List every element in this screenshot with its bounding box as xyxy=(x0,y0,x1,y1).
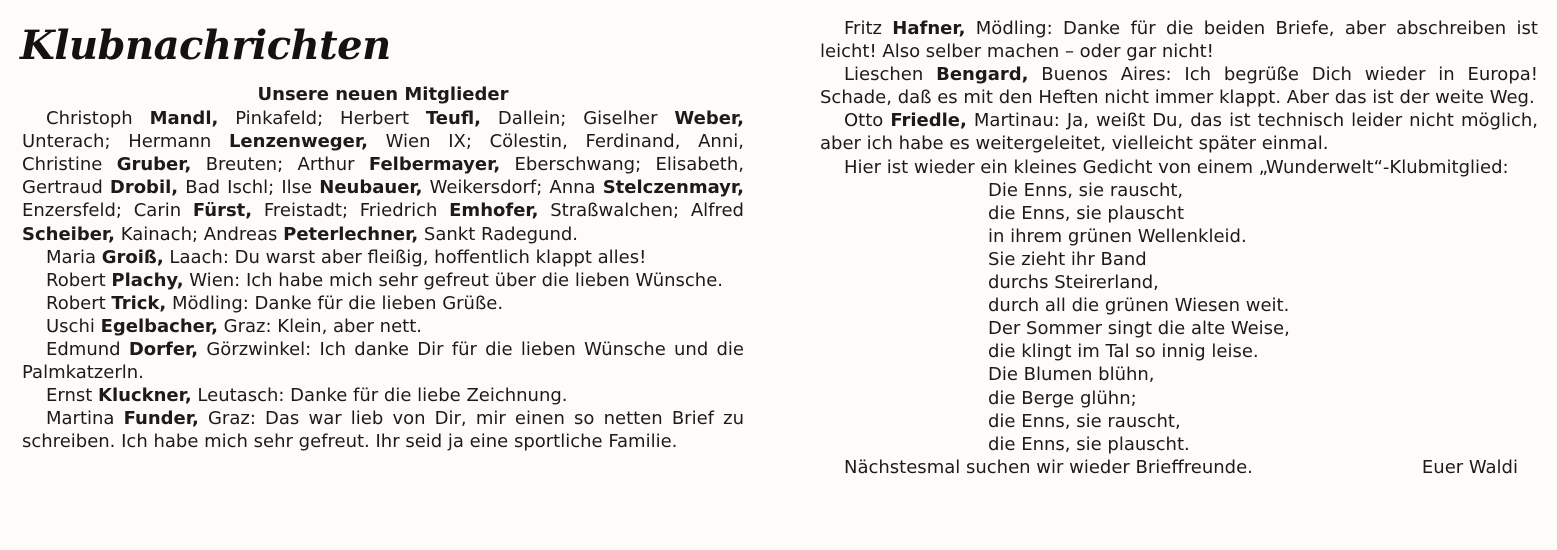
poem-line: durchs Steirerland, xyxy=(988,272,1159,294)
message-paragraph: Robert Trick, Mödling: Danke für die lieben Grüße. xyxy=(46,292,504,314)
poem-line: die Enns, sie rauscht, xyxy=(988,410,1181,432)
message-paragraph: Fritz Hafner, Mödling: Danke für die beiden Briefe, aber abschreiben ist leicht! Also selber machen – oder gar nicht! xyxy=(820,18,1538,63)
poem-line: die Enns, sie plauscht. xyxy=(988,433,1190,455)
left-column xyxy=(22,83,744,454)
message-paragraph: Lieschen Bengard, Buenos Aires: Ich begrüße Dich wieder in Europa! Schade, daß es mit den Heften nicht immer klappt. Aber das ist der weite Weg. xyxy=(820,64,1538,109)
message-paragraph: Martina Funder, Graz: Das war lieb von Dir, mir einen so netten Brief zu schreiben. Ich habe mich sehr gefreut. Ihr seid ja eine sportliche Familie. xyxy=(22,408,744,453)
subheading: Unsere neuen Mitglieder xyxy=(257,84,509,105)
poem-line: Die Enns, sie rauscht, xyxy=(988,179,1184,201)
poem-line: Der Sommer singt die alte Weise, xyxy=(988,318,1290,340)
poem-line: die Enns, sie plauscht xyxy=(988,202,1185,224)
poem-line: die Berge glühn; xyxy=(988,387,1137,409)
message-paragraph: Edmund Dorfer, Görzwinkel: Ich danke Dir für die lieben Wünsche und die Palmkatzerln. xyxy=(22,339,745,384)
message-paragraph: Robert Plachy, Wien: Ich habe mich sehr gefreut über die lieben Wünsche. xyxy=(46,269,724,291)
members-paragraph: Christoph Mandl, Pinkafeld; Herbert Teufl, Dallein; Giselher Weber, Unterach; Hermann Lenzenweger, Wien IX; Cölestin, Ferdinand, Anni, Christine Gruber, Breuten; Arthur Felbermayer, Eberschwang; Elisabeth, Gertraud Drobil, Bad Ischl; Ilse Neubauer, Weikersdorf; Anna Stelczenmayr, Enzersfeld; Carin Fürst, Freistadt; Friedrich Emhofer, Straßwalchen; Alfred Scheiber, Kainach; Andreas Peterlechner, Sankt Radegund. xyxy=(22,108,745,245)
poem-intro: Hier ist wieder ein kleines Gedicht von einem „Wunderwelt“-Klubmitglied: xyxy=(844,156,1509,178)
page-title: Klubnachrichten xyxy=(20,22,391,69)
signature: Euer Waldi xyxy=(1421,456,1518,478)
message-paragraph: Uschi Egelbacher, Graz: Klein, aber nett. xyxy=(46,315,422,337)
message-paragraph: Maria Groiß, Laach: Du warst aber fleißig, hoffentlich klappt alles! xyxy=(46,246,647,268)
poem-line: in ihrem grünen Wellenkleid. xyxy=(988,225,1247,247)
message-paragraph: Otto Friedle, Martinau: Ja, weißt Du, das ist technisch leider nicht möglich, aber ich habe es weitergeleitet, vielleicht später einmal. xyxy=(820,110,1538,155)
poem-line: durch all die grünen Wiesen weit. xyxy=(988,295,1290,317)
poem-line: die klingt im Tal so innig leise. xyxy=(988,341,1259,363)
closing-text: Nächstesmal suchen wir wieder Brieffreunde. xyxy=(844,456,1253,478)
poem-line: Sie zieht ihr Band xyxy=(988,248,1147,270)
right-column xyxy=(820,17,1538,479)
poem xyxy=(988,179,1538,456)
poem-line: Die Blumen blühn, xyxy=(988,364,1155,386)
closing-line xyxy=(820,456,1538,479)
message-paragraph: Ernst Kluckner, Leutasch: Danke für die liebe Zeichnung. xyxy=(46,385,568,407)
